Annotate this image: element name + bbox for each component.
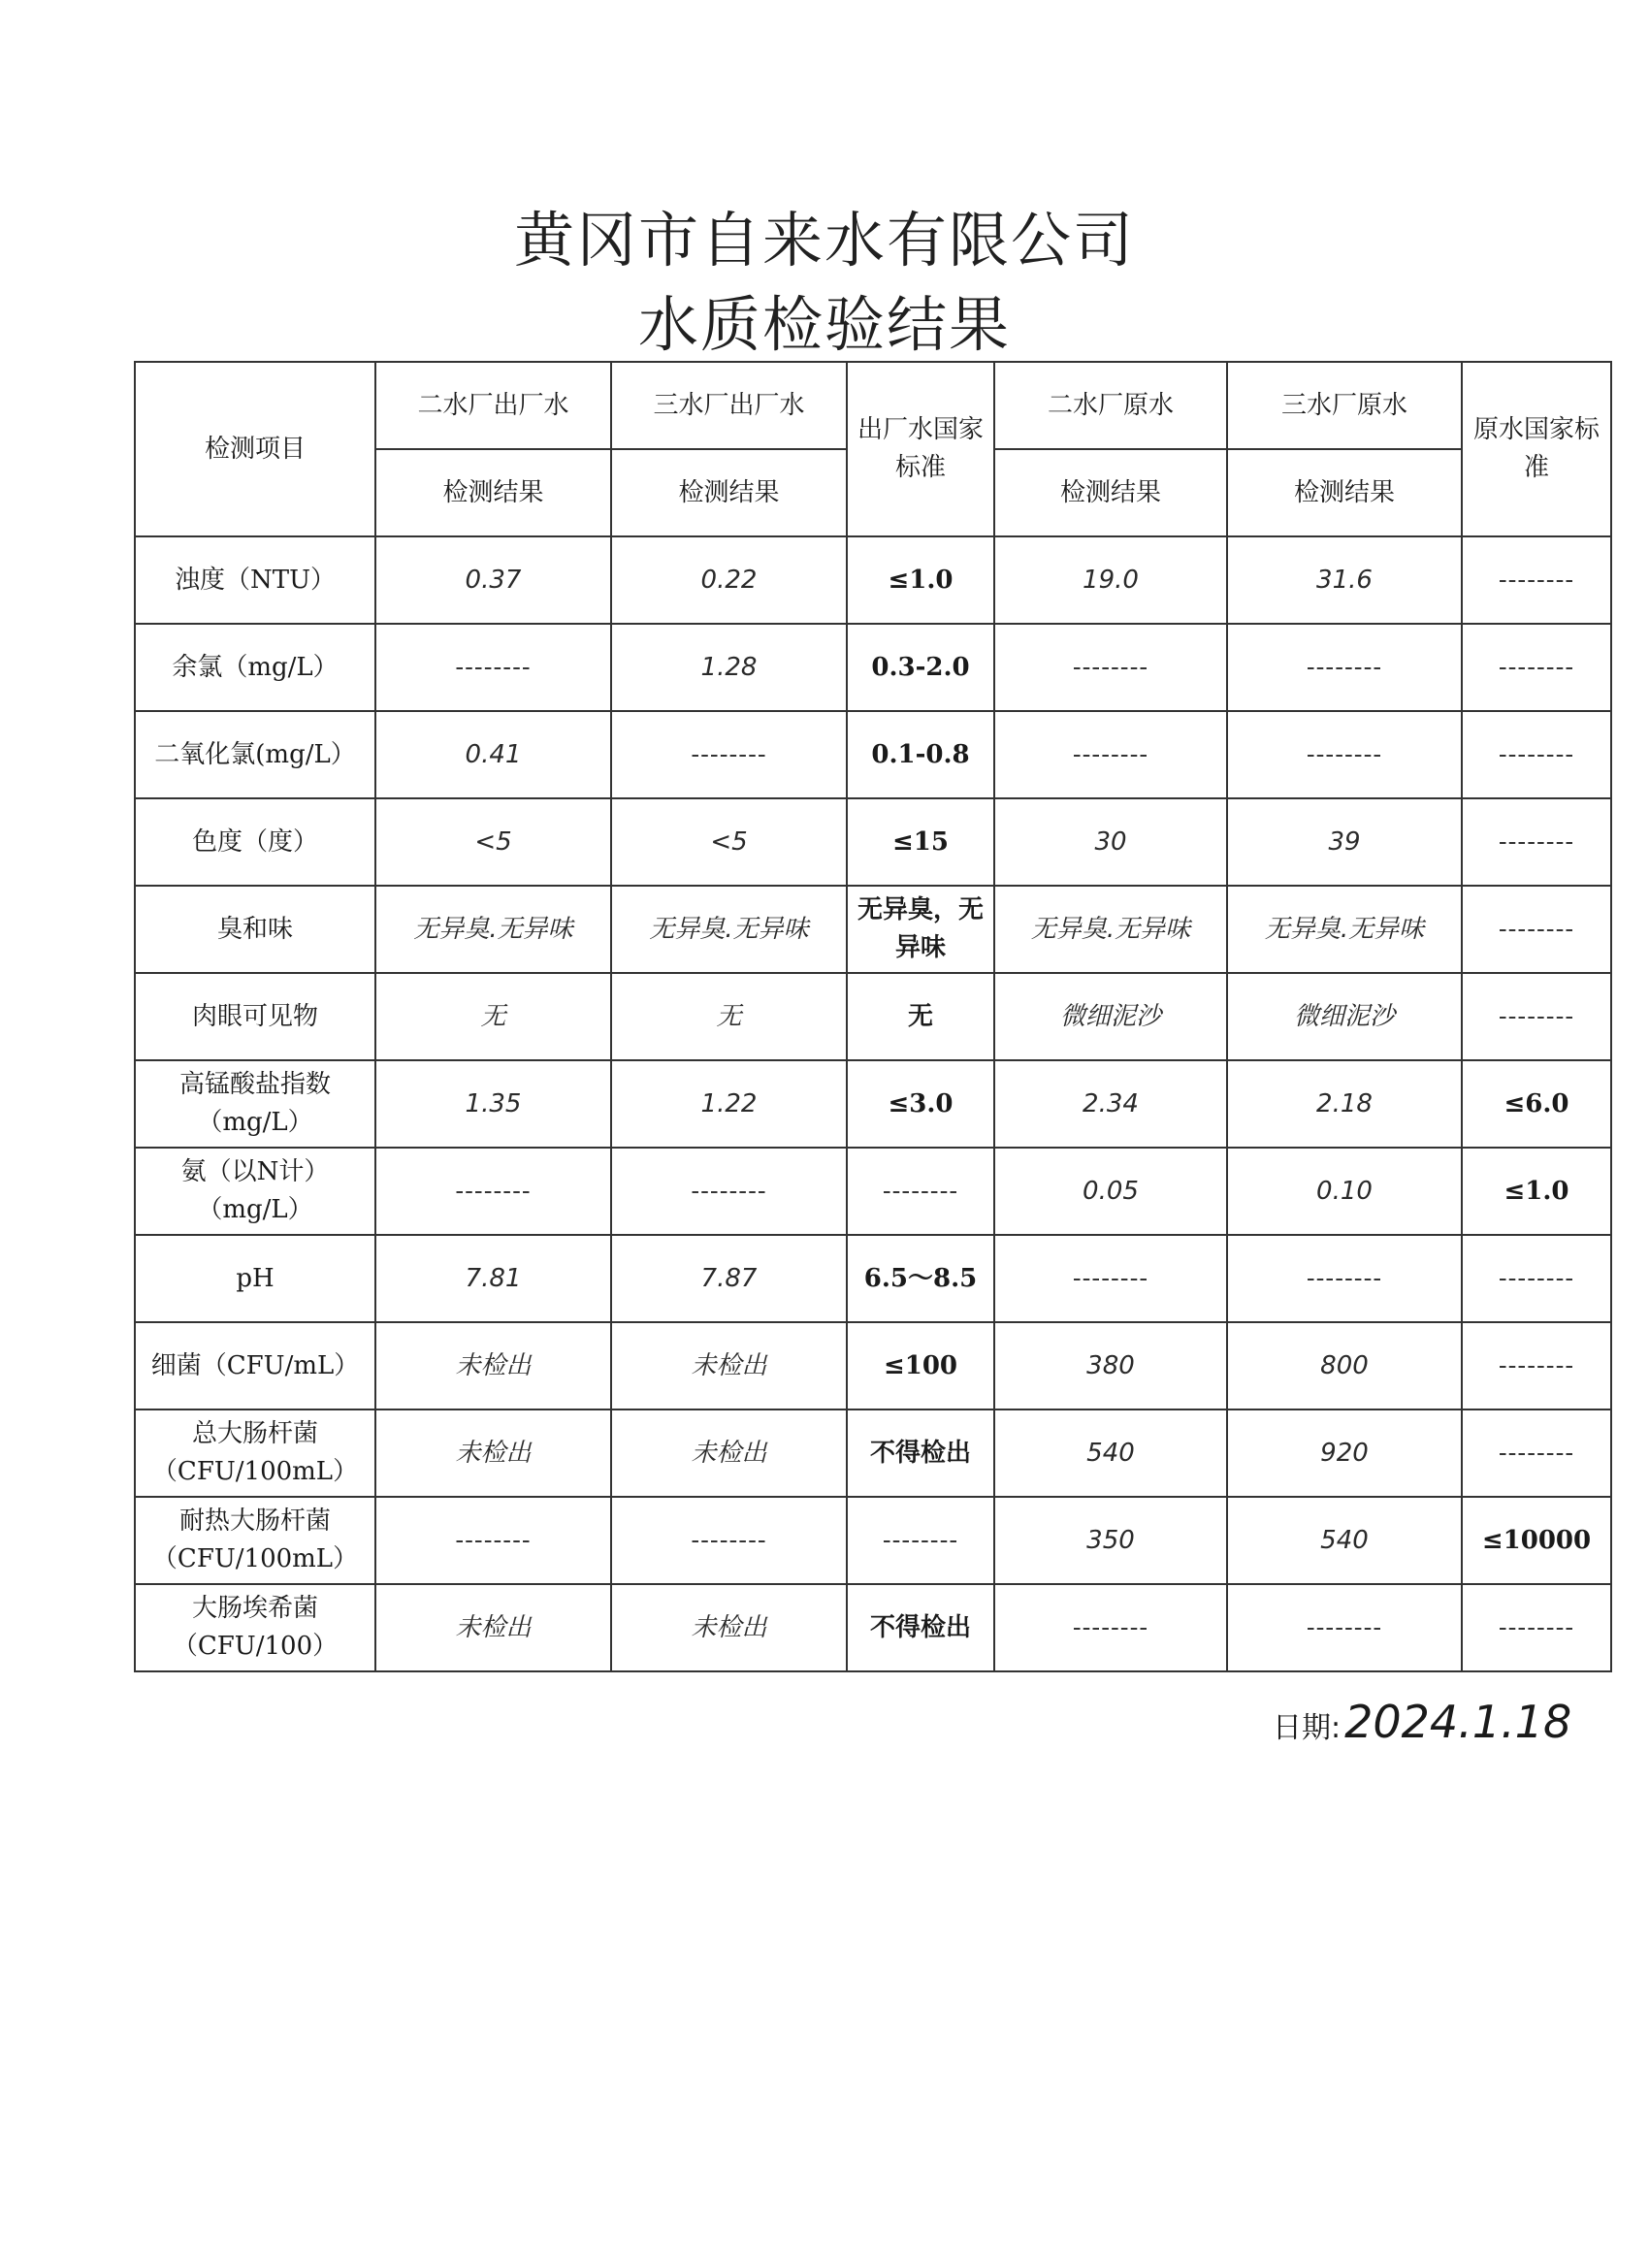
result-cell: -------- [1227,624,1462,711]
table-row [135,798,1611,886]
result-cell: 7.81 [375,1235,611,1322]
date-label: 日期: [1273,1711,1342,1745]
standard-cell: 无异臭，无异味 [847,886,994,973]
table-row [135,1322,1611,1409]
result-cell: 1.35 [375,1060,611,1148]
standard-cell: 无 [847,973,994,1060]
table-row [135,1409,1611,1497]
result-cell: 350 [994,1497,1227,1584]
result-cell: 无异臭.无异味 [611,886,847,973]
item-cell: 总大肠杆菌（CFU/100mL） [135,1409,375,1497]
result-cell: 30 [994,798,1227,886]
group-header: 二水厂出厂水 [375,362,611,449]
result-cell: 0.41 [375,711,611,798]
result-cell: 920 [1227,1409,1462,1497]
result-cell: -------- [375,624,611,711]
standard-cell: ≤1.0 [1462,1148,1611,1235]
table-row [135,1148,1611,1235]
standard-cell: 0.3-2.0 [847,624,994,711]
standard-cell: ≤100 [847,1322,994,1409]
result-cell: 未检出 [611,1584,847,1671]
sub-header: 检测结果 [994,449,1227,536]
header-row [135,362,1611,449]
result-cell: 无异臭.无异味 [1227,886,1462,973]
standard-cell: 0.1-0.8 [847,711,994,798]
result-cell: 无 [375,973,611,1060]
table-row [135,1060,1611,1148]
group-header: 三水厂原水 [1227,362,1462,449]
page-title: 黄冈市自来水有限公司 [513,205,1135,275]
standard-cell: ≤1.0 [847,536,994,624]
result-cell: 0.10 [1227,1148,1462,1235]
table-row [135,536,1611,624]
result-cell: 0.37 [375,536,611,624]
result-cell: -------- [375,1148,611,1235]
results-table [134,361,1612,1672]
result-cell: -------- [1227,1235,1462,1322]
item-cell: 浊度（NTU） [135,536,375,624]
result-cell: 未检出 [375,1322,611,1409]
result-cell: -------- [611,1497,847,1584]
result-cell: 微细泥沙 [1227,973,1462,1060]
standard-cell: ≤3.0 [847,1060,994,1148]
page-subtitle: 水质检验结果 [637,289,1011,360]
table-row [135,973,1611,1060]
standard-cell: -------- [1462,1235,1611,1322]
table-row [135,1584,1611,1671]
standard-cell: ≤10000 [1462,1497,1611,1584]
item-cell: pH [135,1235,375,1322]
result-cell: 540 [1227,1497,1462,1584]
result-cell: <5 [611,798,847,886]
result-cell: 39 [1227,798,1462,886]
result-cell: 未检出 [375,1584,611,1671]
result-cell: 380 [994,1322,1227,1409]
result-cell: -------- [994,711,1227,798]
result-cell: 31.6 [1227,536,1462,624]
result-cell: -------- [1227,1584,1462,1671]
item-cell: 耐热大肠杆菌（CFU/100mL） [135,1497,375,1584]
date-line [1273,1696,1571,1748]
sub-header: 检测结果 [375,449,611,536]
result-cell: -------- [1227,711,1462,798]
item-cell: 色度（度） [135,798,375,886]
standard-cell: -------- [1462,886,1611,973]
result-cell: 无异臭.无异味 [994,886,1227,973]
standard-cell: -------- [1462,711,1611,798]
standard-cell: -------- [1462,973,1611,1060]
result-cell: <5 [375,798,611,886]
result-cell: 1.22 [611,1060,847,1148]
group-header: 二水厂原水 [994,362,1227,449]
table-row [135,1235,1611,1322]
result-cell: 0.22 [611,536,847,624]
table-row [135,711,1611,798]
item-cell: 高锰酸盐指数（mg/L） [135,1060,375,1148]
result-cell: 19.0 [994,536,1227,624]
result-cell: 800 [1227,1322,1462,1409]
standard-cell: -------- [1462,536,1611,624]
result-cell: 未检出 [611,1322,847,1409]
standard-cell: -------- [1462,624,1611,711]
result-cell: -------- [994,1584,1227,1671]
result-cell: -------- [375,1497,611,1584]
result-cell: 无 [611,973,847,1060]
group-header: 原水国家标准 [1462,362,1611,536]
result-cell: -------- [994,624,1227,711]
result-cell: 540 [994,1409,1227,1497]
date-value: 2024.1.18 [1344,1696,1572,1748]
result-cell: 2.34 [994,1060,1227,1148]
standard-cell: 6.5～8.5 [847,1235,994,1322]
result-cell: 7.87 [611,1235,847,1322]
group-header: 出厂水国家标准 [847,362,994,536]
group-header: 三水厂出厂水 [611,362,847,449]
result-cell: -------- [611,711,847,798]
standard-cell: 不得检出 [847,1409,994,1497]
standard-cell: ≤15 [847,798,994,886]
item-cell: 余氯（mg/L） [135,624,375,711]
result-cell: 0.05 [994,1148,1227,1235]
sub-header: 检测结果 [1227,449,1462,536]
item-cell: 氨（以N计）（mg/L） [135,1148,375,1235]
result-cell: -------- [611,1148,847,1235]
item-cell: 二氧化氯(mg/L） [135,711,375,798]
item-cell: 大肠埃希菌（CFU/100） [135,1584,375,1671]
standard-cell: -------- [847,1148,994,1235]
standard-cell: -------- [1462,1409,1611,1497]
item-header: 检测项目 [135,362,375,536]
result-cell: 微细泥沙 [994,973,1227,1060]
result-cell: 未检出 [375,1409,611,1497]
table-row [135,624,1611,711]
result-cell: 未检出 [611,1409,847,1497]
standard-cell: ≤6.0 [1462,1060,1611,1148]
result-cell: 无异臭.无异味 [375,886,611,973]
item-cell: 臭和味 [135,886,375,973]
standard-cell: 不得检出 [847,1584,994,1671]
table-row [135,1497,1611,1584]
item-cell: 肉眼可见物 [135,973,375,1060]
item-cell: 细菌（CFU/mL） [135,1322,375,1409]
table-row [135,886,1611,973]
result-cell: 1.28 [611,624,847,711]
result-cell: -------- [994,1235,1227,1322]
sub-header: 检测结果 [611,449,847,536]
result-cell: 2.18 [1227,1060,1462,1148]
standard-cell: -------- [1462,1584,1611,1671]
standard-cell: -------- [847,1497,994,1584]
standard-cell: -------- [1462,1322,1611,1409]
standard-cell: -------- [1462,798,1611,886]
